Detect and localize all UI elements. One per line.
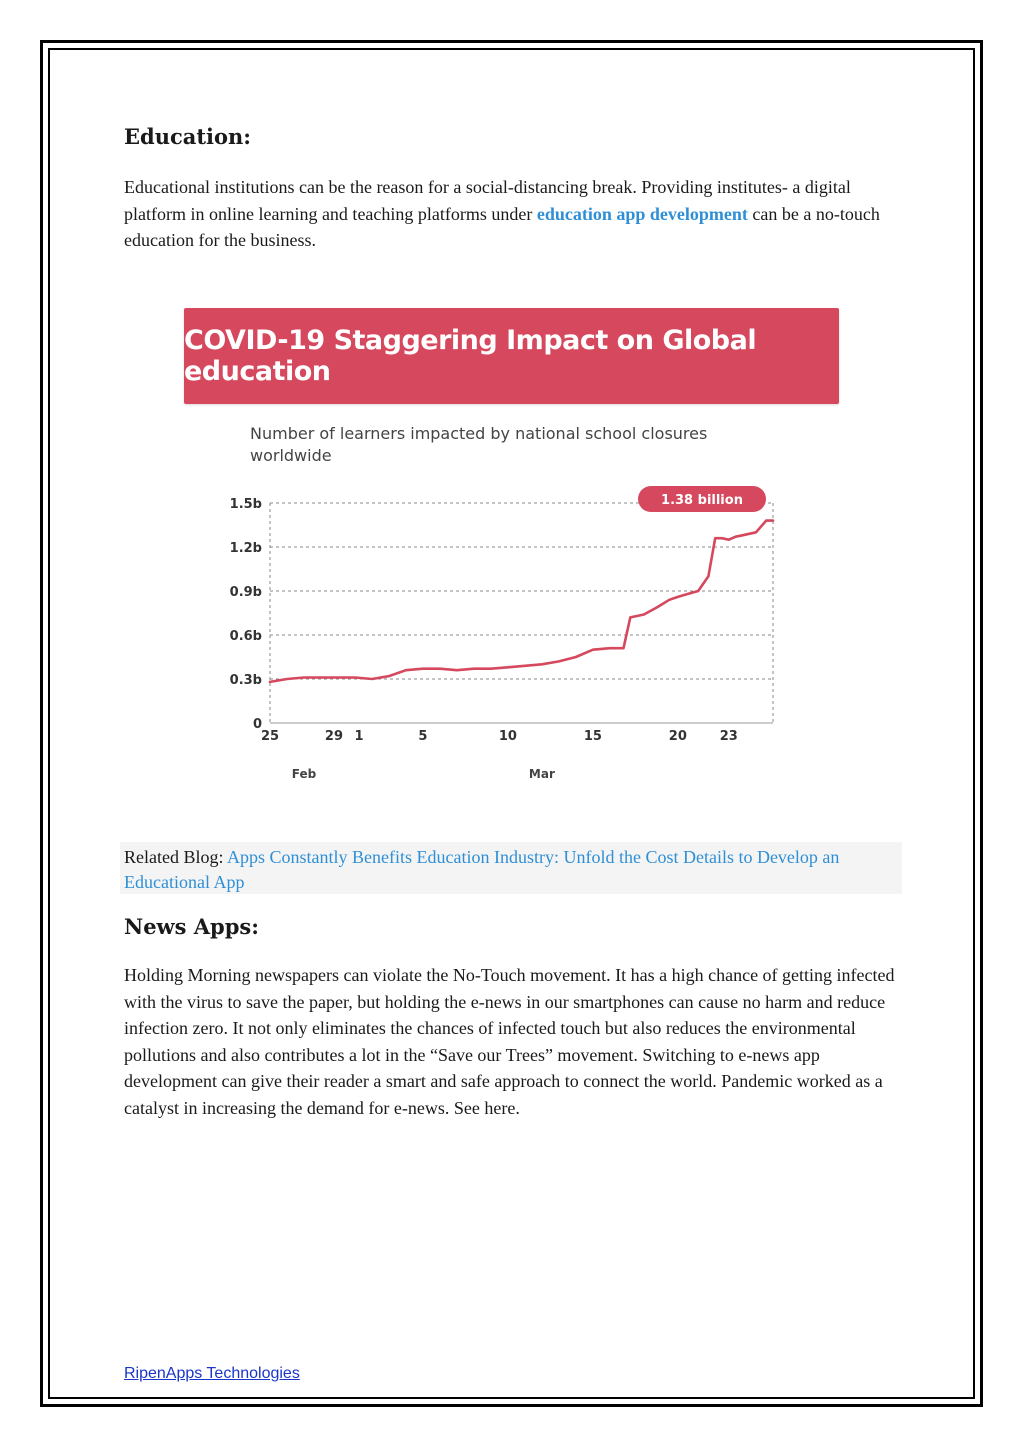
x-tick-label: 5 [418, 729, 428, 744]
x-tick-label: 29 [324, 729, 344, 744]
news-paragraph: Holding Morning newspapers can violate the No-Touch movement. It has a high chance of getting infected with the virus to save the paper, but holding the e-news in our smartphones can cause no harm and reduce infection zero. It not only eliminates the chances of infected touch but also reduces the environmental pollutions and also contributes a lot in the “Save our Trees” movement. Switching to e-news app development can give their reader a smart and safe approach to connect the world. Pandemic worked as a catalyst in increasing the demand for e-news. See here. [124, 965, 895, 1118]
y-tick-label: 0.3b [229, 673, 262, 688]
education-section [124, 124, 904, 149]
related-blog-box [120, 842, 902, 894]
education-text-after: can be a no-touch education for the business. [124, 203, 880, 250]
education-paragraph [124, 174, 894, 254]
chart-gridlines [270, 503, 773, 723]
education-paragraph-wrap [124, 174, 894, 254]
y-tick-label: 0.6b [229, 629, 262, 644]
x-tick-label: 1 [354, 729, 364, 744]
news-paragraph-wrap [124, 962, 904, 1121]
education-text-before: Educational institutions can be the reason for a social-distancing break. Providing institutes- a digital platform in online learning and teaching platforms under [124, 177, 851, 224]
x-tick-label: 20 [668, 729, 687, 744]
infographic-banner [184, 308, 839, 404]
education-app-development-link[interactable]: education app development [536, 203, 748, 224]
related-blog-link[interactable]: Apps Constantly Benefits Education Industry: Unfold the Cost Details to Develop an Educational App [124, 847, 840, 892]
education-heading: Education: [124, 124, 252, 149]
y-tick-label: 0 [252, 717, 262, 732]
x-tick-label: 25 [260, 729, 280, 744]
x-tick-label: 15 [583, 729, 602, 744]
chart-y-tick-labels [230, 497, 262, 732]
related-blog-label: Related Blog: [124, 847, 224, 867]
footer-company-link[interactable]: RipenApps Technologies [124, 1365, 300, 1382]
news-section [124, 914, 904, 939]
x-tick-label: 10 [498, 729, 517, 744]
chart-x-tick-labels [261, 729, 738, 744]
chart-subtitle: Number of learners impacted by national school closures worldwide [250, 424, 708, 465]
callout-label: 1.38 billion [661, 493, 743, 508]
chart-series-line [270, 521, 773, 682]
y-tick-label: 1.5b [229, 497, 262, 512]
learners-line-chart [220, 480, 800, 800]
x-tick-label: 23 [719, 729, 738, 744]
y-tick-label: 0.9b [229, 585, 262, 600]
month-label: Feb [291, 767, 317, 781]
chart-month-labels [292, 767, 555, 781]
chart-callout [638, 486, 766, 512]
month-label: Mar [528, 767, 555, 781]
y-tick-label: 1.2b [229, 541, 262, 556]
news-heading: News Apps: [124, 914, 260, 939]
infographic-banner-title: COVID-19 Staggering Impact on Global education [184, 325, 757, 387]
